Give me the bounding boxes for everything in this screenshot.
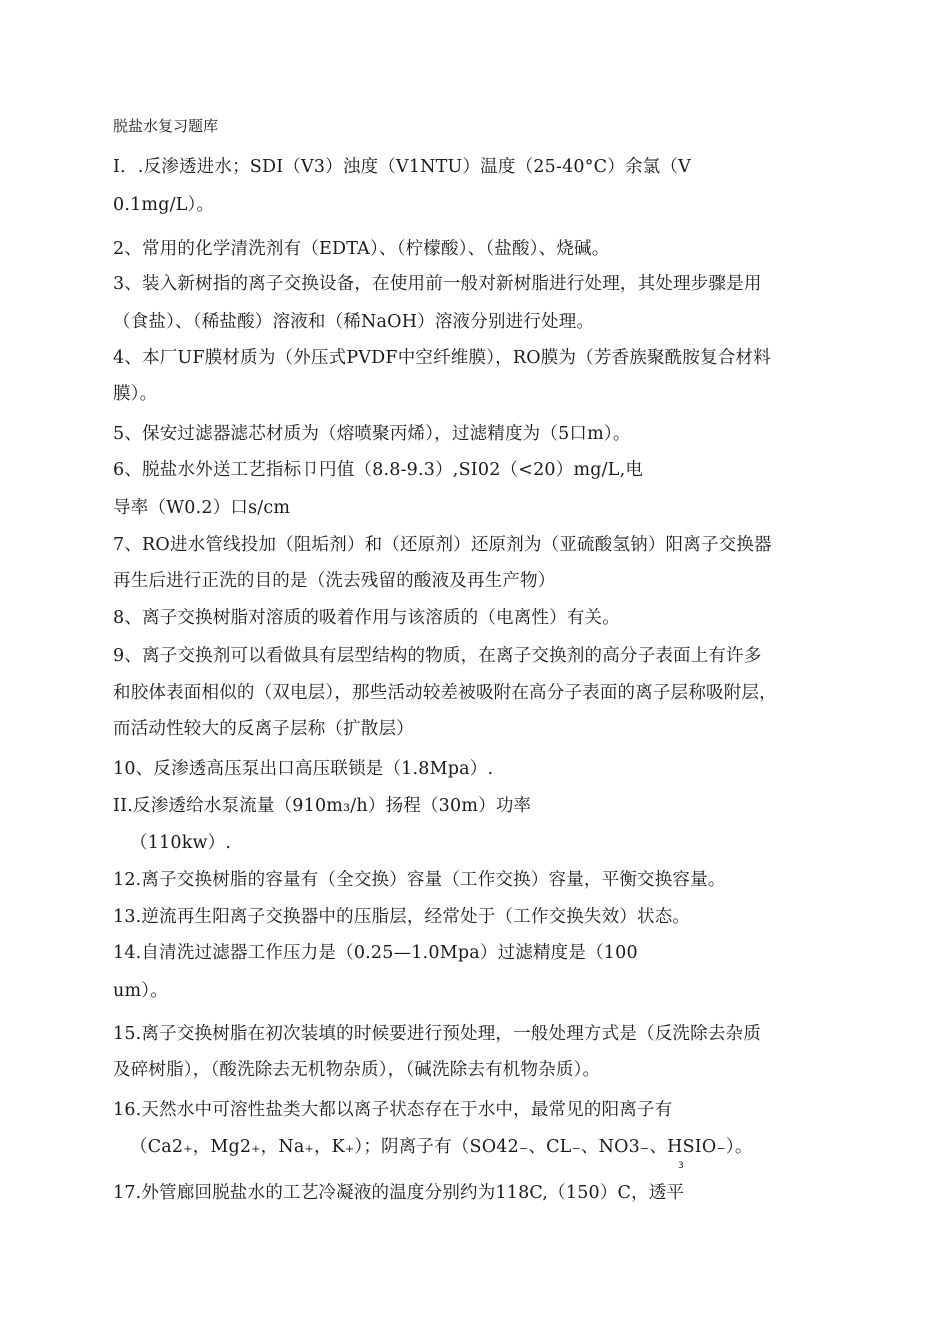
text-line: （食盐）、（稀盐酸）溶液和（稀NaOH）溶液分别进行处理。 (113, 312, 595, 332)
text-line: 14.自清洗过滤器工作压力是（0.25—1.0Mpa）过滤精度是（100 (113, 943, 638, 963)
text-line: 10、反渗透高压泵出口高压联锁是（1.8Mpa）. (113, 759, 494, 779)
text-line: 5、保安过滤器滤芯材质为（熔喷聚丙烯），过滤精度为（5口m）。 (113, 424, 631, 444)
text-line: 7、RO进水管线投加（阻垢剂）和（还原剂）还原剂为（亚硫酸氢钠）阳离子交换器 (113, 535, 772, 555)
text-line: （110kw）. (130, 833, 232, 853)
text-line: 3、装入新树指的离子交换设备，在使用前一般对新树脂进行处理，其处理步骤是用 (113, 274, 762, 294)
text-line: 17.外管廊回脱盐水的工艺冷凝液的温度分别约为118C,（150）C，透平 (113, 1183, 685, 1203)
text-line: 4、本厂UF膜材质为（外压式PVDF中空纤维膜），RO膜为（芳香族聚酰胺复合材料 (113, 348, 771, 368)
text-line: 0.1mg/L）。 (113, 195, 215, 215)
page-title: 脱盐水复习题库 (113, 117, 219, 135)
text-line: II.反渗透给水泵流量（910m₃/h）扬程（30m）功率 (113, 796, 532, 816)
text-line: 12.离子交换树脂的容量有（全交换）容量（工作交换）容量，平衡交换容量。 (113, 870, 726, 890)
text-line: 8、离子交换树脂对溶质的吸着作用与该溶质的（电离性）有关。 (113, 608, 620, 628)
text-line: 2、常用的化学清洗剂有（EDTA）、（柠檬酸）、（盐酸）、烧碱。 (113, 239, 610, 259)
text-line: 导率（W0.2）口s/cm (113, 498, 291, 518)
page-number: 3 (678, 1161, 684, 1171)
text-line: 15.离子交换树脂在初次装填的时候要进行预处理，一般处理方式是（反洗除去杂质 (113, 1024, 761, 1044)
text-line: 16.天然水中可溶性盐类大都以离子状态存在于水中，最常见的阳离子有 (113, 1100, 673, 1120)
text-line: I．.反渗透进水；SDI（V3）浊度（V1NTU）温度（25-40°C）余氯（V (113, 157, 691, 177)
text-line: （Ca2₊，Mg2₊，Na₊，K₊）；阴离子有（SO42₋、CL₋、NO3₋、HSIO₋）。 (130, 1137, 753, 1157)
text-line: 再生后进行正洗的目的是（洗去残留的酸液及再生产物） (113, 571, 556, 591)
text-line: 膜）。 (113, 384, 158, 404)
text-line: 和胶体表面相似的（双电层），那些活动较差被吸附在高分子表面的离子层称吸附层， (113, 683, 777, 703)
text-line: 而活动性较大的反离子层称（扩散层） (113, 719, 414, 739)
text-line: 6、脱盐水外送工艺指标卩円值（8.8-9.3）,SI02（<20）mg/L,电 (113, 460, 644, 480)
text-line: 及碎树脂），（酸洗除去无机物杂质），（碱洗除去有机物杂质）。 (113, 1060, 601, 1080)
text-line: 13.逆流再生阳离子交换器中的压脂层，经常处于（工作交换失效）状态。 (113, 907, 691, 927)
text-line: um）。 (113, 981, 168, 1001)
text-line: 9、离子交换剂可以看做具有层型结构的物质，在离子交换剂的高分子表面上有许多 (113, 646, 762, 666)
